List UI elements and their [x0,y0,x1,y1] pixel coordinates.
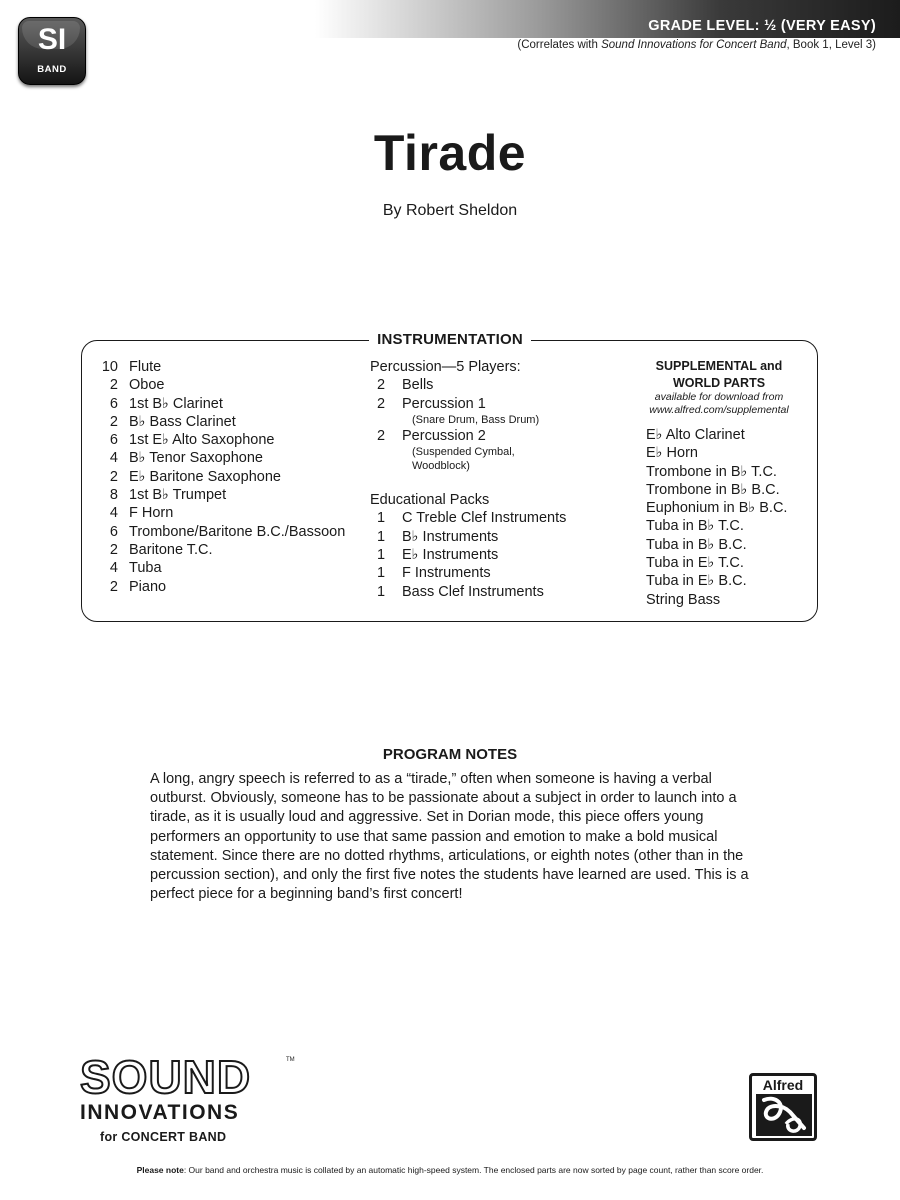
instrument-name: B♭ Tenor Saxophone [129,450,263,467]
instrument-quantity: 6 [109,523,118,540]
logo-for-concert-band: for CONCERT BAND [100,1130,227,1144]
instrument-name: Flute [129,359,162,375]
instrument-row [98,449,345,467]
instrument-name: 1st B♭ Trumpet [129,487,227,504]
instrument-row [98,523,345,541]
instrument-quantity: 4 [109,450,118,467]
instrument-row [370,546,566,564]
logo-sound: SOUND [80,1051,252,1103]
si-band-badge [18,17,86,85]
instrument-name: B♭ Instruments [402,528,499,545]
instrument-name: Bells [402,377,434,394]
instrument-name: Bass Clef Instruments [402,583,544,600]
footer-note: Please note: Our band and orchestra music is collated by an automatic high-speed system. The enclosed parts are now sorted by page count, rather than score order. [136,1165,764,1175]
instrument-name: Tuba [129,560,162,577]
instrument-name: Oboe [129,377,165,394]
instrument-quantity: 2 [109,468,118,485]
instrument-row [98,431,345,449]
supplemental-part: Trombone in B♭ B.C. [646,481,780,498]
supplemental-title: SUPPLEMENTAL and WORLD PARTS [655,359,783,390]
badge-si-text: SI [37,23,67,56]
alfred-logo-text: Alfred [762,1077,804,1093]
instrument-name: Baritone T.C. [129,541,213,558]
instrument-quantity: 4 [109,560,118,577]
instrument-row [370,427,566,445]
instrument-quantity: 2 [376,377,386,394]
supplemental-parts [646,358,806,609]
instrument-row [370,564,566,582]
instrument-quantity: 2 [376,395,386,412]
instrument-row [98,504,345,522]
instrument-name: Trombone/Baritone B.C./Bassoon [129,523,346,540]
logo-innovations: INNOVATIONS [80,1101,240,1124]
program-notes-body: A long, angry speech is referred to as a “tirade,” often when someone is having a verbal outburst. Obviously, someone has to be passionate about a subject in order to launch into a tirade, as it is usually loud and aggressive. Set in Dorian mode, this piece offers young performers an opportunity to use that same passion and emotion to make a bold musical statement. Since there are no dotted rhythms, articulations, or eighth notes (other than in the percussion section), and only the first five notes the students have learned are used. This is a perfect piece for a beginning band’s first concert! [150,771,749,903]
supplemental-part: Tuba in E♭ B.C. [646,573,747,590]
instrument-subnote: (Suspended Cymbal, Woodblock) [412,446,515,473]
supplemental-part: Trombone in B♭ T.C. [646,463,777,480]
supplemental-part: Tuba in B♭ B.C. [646,536,747,553]
instrument-quantity: 2 [109,413,118,430]
instrument-row [98,468,345,486]
supplemental-download-note: available for download from www.alfred.com/supplemental [649,391,789,416]
alfred-clef-icon [756,1094,812,1136]
instrument-list [98,358,345,596]
instrument-row [98,541,345,559]
instrument-quantity: 6 [109,432,118,449]
badge-band-text: BAND [37,64,67,75]
program-notes-heading: PROGRAM NOTES [382,746,518,763]
instrument-row [98,376,345,394]
instrument-name: E♭ Baritone Saxophone [129,468,281,485]
instrument-name: F Horn [129,505,174,522]
supplemental-part: Tuba in B♭ T.C. [646,518,744,535]
instrument-quantity: 8 [109,487,118,504]
instrument-row [98,578,345,596]
instrument-quantity: 1 [376,547,386,564]
instrumentation-heading: INSTRUMENTATION [0,331,900,349]
instrument-row [370,528,566,546]
instrument-row [98,395,345,413]
instrument-quantity: 10 [101,359,118,375]
instrument-row [98,559,345,577]
instrument-row [370,509,566,527]
instrument-row [98,413,345,431]
instrument-name: Piano [129,578,167,595]
page-title: Tirade [373,125,527,181]
instrument-name: C Treble Clef Instruments [402,510,567,527]
composer-byline: By Robert Sheldon [382,202,518,219]
instrument-quantity: 2 [376,427,386,444]
supplemental-part: E♭ Horn [646,445,698,462]
instrument-name: B♭ Bass Clarinet [129,413,236,430]
instrument-row [370,376,566,394]
instrument-quantity: 4 [109,505,118,522]
instrument-quantity: 2 [109,578,118,595]
supplemental-part: Tuba in E♭ T.C. [646,555,744,572]
instrument-row [370,395,566,413]
instrument-row [370,583,566,601]
instrument-quantity: 1 [376,565,386,582]
instrument-quantity: 2 [109,541,118,558]
alfred-logo [749,1073,817,1141]
instrument-quantity: 1 [376,583,386,600]
percussion-and-packs [370,358,566,601]
supplemental-part: String Bass [646,591,721,608]
instrument-name: Percussion 1 [402,395,486,412]
instrument-quantity: 1 [376,510,386,527]
packs-heading: Educational Packs [370,492,490,509]
instrument-name: 1st B♭ Clarinet [129,395,223,412]
instrument-quantity: 2 [109,377,118,394]
supplemental-part: E♭ Alto Clarinet [646,427,745,443]
instrument-quantity: 1 [376,528,386,545]
instrument-name: F Instruments [402,565,491,582]
instrument-row [98,486,345,504]
instrument-row [98,358,345,376]
logo-trademark: TM [286,1057,295,1063]
instrument-name: 1st E♭ Alto Saxophone [129,432,275,449]
grade-level: GRADE LEVEL: ½ (VERY EASY) [648,18,876,34]
instrument-quantity: 6 [109,395,118,412]
instrument-name: E♭ Instruments [402,547,499,564]
instrument-subnote: (Snare Drum, Bass Drum) [412,413,540,426]
instrument-name: Percussion 2 [402,427,486,444]
percussion-heading: Percussion—5 Players: [370,359,521,375]
supplemental-part: Euphonium in B♭ B.C. [646,500,788,517]
sound-innovations-logo [80,1051,296,1144]
correlates-note: (Correlates with Sound Innovations for Concert Band, Book 1, Level 3) [517,39,876,51]
